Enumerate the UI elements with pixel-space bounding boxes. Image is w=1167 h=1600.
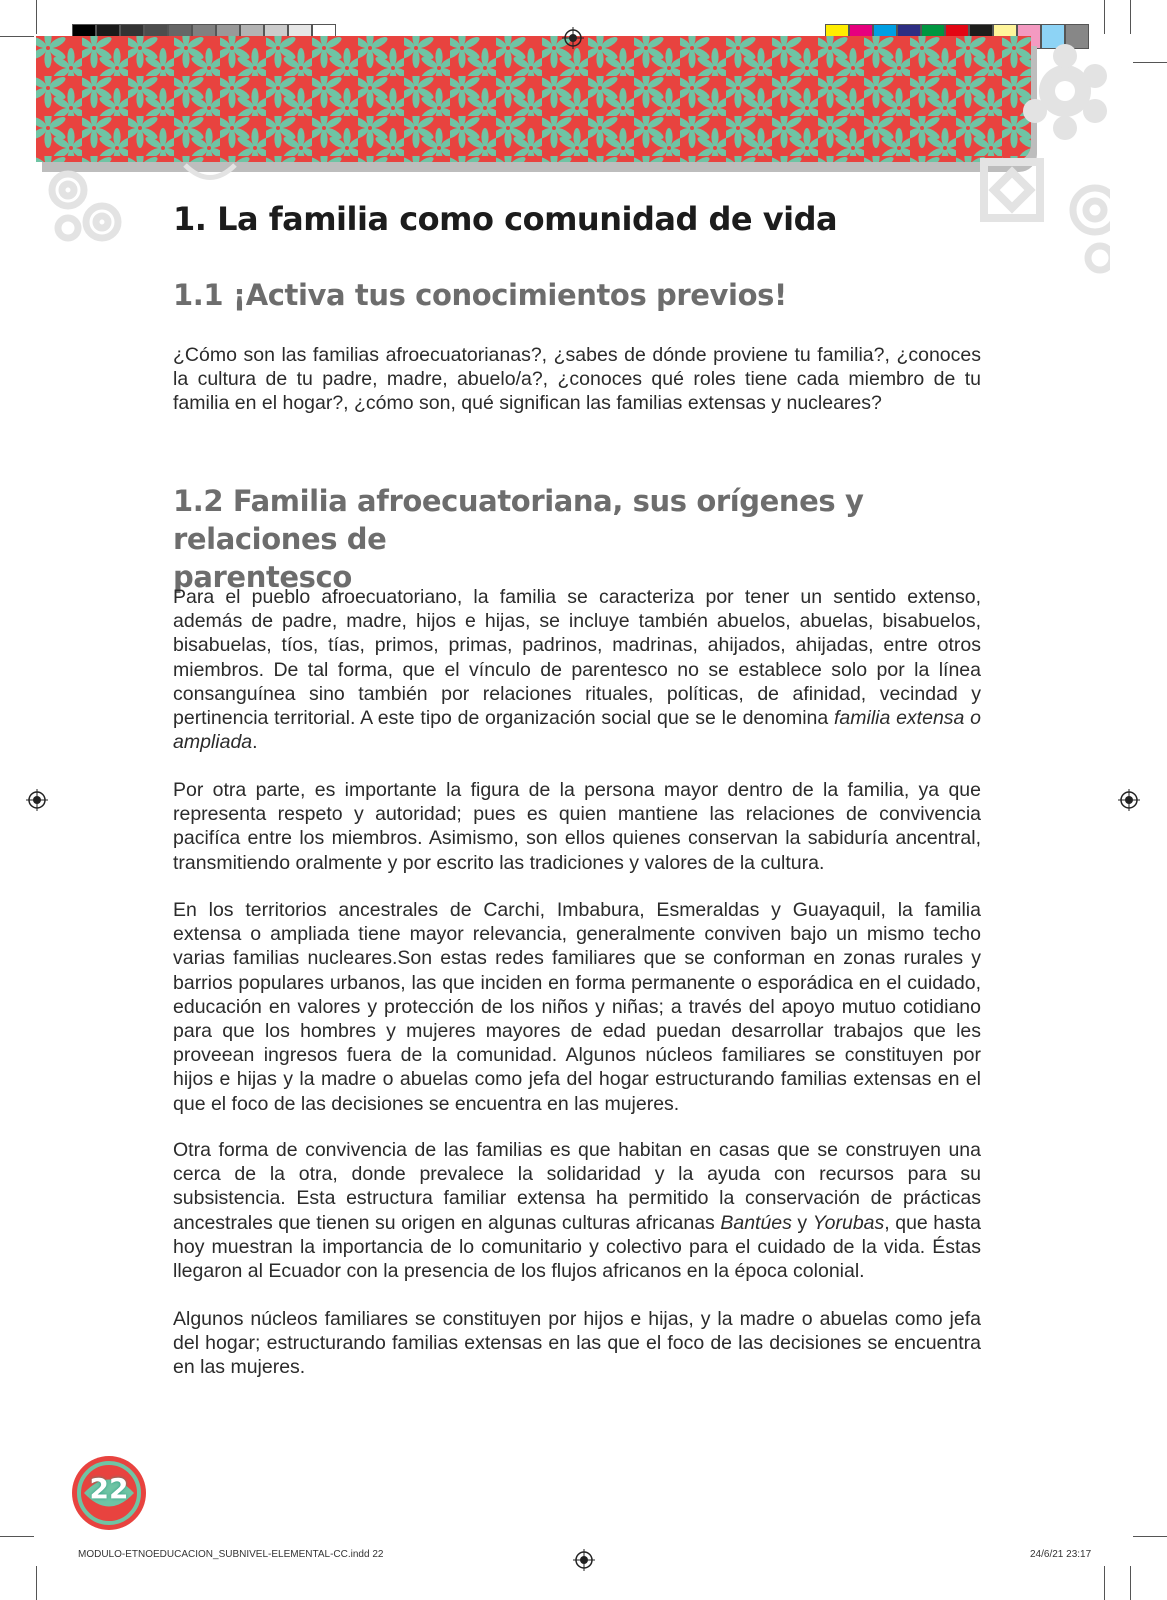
crop-mark	[1133, 1536, 1167, 1537]
paragraph-1-italic: familia extensa o ampliada	[173, 707, 981, 754]
page-number: 22	[89, 1472, 129, 1505]
crop-mark	[1130, 0, 1131, 34]
crop-mark	[0, 1536, 34, 1537]
footer-datetime: 24/6/21 23:17	[1030, 1549, 1092, 1560]
flower-ornament-icon	[1010, 36, 1110, 156]
paragraph-4-italic-yorubas: Yorubas	[812, 1211, 885, 1234]
footer-filename: MODULO-ETNOEDUCACION_SUBNIVEL-ELEMENTAL-CC.indd 22	[78, 1549, 384, 1560]
paragraph-1	[173, 585, 981, 754]
paragraph-4	[173, 1138, 981, 1283]
header-pattern-band	[36, 36, 1031, 162]
section-2-title-line2: parentesco	[173, 560, 352, 594]
registration-mark-icon	[562, 27, 584, 49]
paragraph-2: Por otra parte, es importante la figura de la persona mayor dentro de la familia, ya que representa respeto y autoridad; pues es quien mantiene las relaciones de convivencia pacifíca entre los miembros. Asimismo, son ellos quienes conservan la sabiduría ancentral, transmitiendo oralmente y por escrito las tradiciones y valores de la cultura.	[173, 779, 981, 874]
spiral-ornament-icon	[180, 160, 240, 190]
crop-mark	[1133, 62, 1167, 63]
spiral-ornament-icon	[40, 160, 130, 250]
section-2-title	[173, 482, 993, 596]
paragraph-5: Algunos núcleos familiares se constituyen por hijos e hijas, y la madre o abuelas como jefa del hogar; estructurando familias extensas en las que el foco de las decisiones se encuentra en las mujeres.	[173, 1308, 981, 1379]
crop-mark	[1130, 1566, 1131, 1600]
registration-mark-icon	[1118, 789, 1140, 811]
crop-mark	[36, 0, 37, 34]
registration-mark-icon	[26, 789, 48, 811]
paragraph-3: En los territorios ancestrales de Carchi, Imbabura, Esmeraldas y Guayaquil, la familia extensa o ampliada tiene mayor relevancia, generalmente conviven bajo un mismo techo varias familias nucleares.Son estas redes familiares que se conforman en zonas rurales y barrios populares urbanos, las que inciden en forma permanente o esporádica en el cuidado, educación en valores y protección de los niños y niñas; a través del apoyo mutuo cotidiano para que los hombres y mujeres mayores de edad puedan desarrollar trabajos que les proveean ingresos fuera de la comunidad. Algunos núcleos familiares se constituyen por hijos e hijas y la madre o abuelas como jefa del hogar estructurando familias extensas en el que el foco de las decisiones se encuentra en las mujeres.	[173, 899, 981, 1115]
paragraph-4-text-c: , que hasta hoy muestran la importancia de lo comunitario y colectivo para el cuidado de la vida. Éstas llegaron al Ecuador con la presencia de los flujos africanos en la época colonial.	[173, 1211, 981, 1283]
page-number-badge	[70, 1454, 148, 1532]
spiral-ornament-icon	[1055, 170, 1110, 280]
registration-mark-icon	[573, 1549, 595, 1571]
section-1-paragraph: ¿Cómo son las familias afroecuatorianas?, ¿sabes de dónde proviene tu familia?, ¿conoces la cultura de tu padre, madre, abuelo/a?, ¿conoces qué roles tiene cada miembro de tu familia en el hogar?, ¿cómo son, qué significan las familias extensas y nucleares?	[173, 344, 981, 415]
paragraph-4-text-b: y	[791, 1211, 813, 1234]
paragraph-4-italic-bantues: Bantúes	[720, 1211, 792, 1234]
section-1-title: 1.1 ¡Activa tus conocimientos previos!	[173, 278, 787, 312]
paragraph-1-end: .	[252, 731, 258, 754]
page-title: 1. La familia como comunidad de vida	[173, 200, 838, 238]
crop-mark	[36, 1566, 37, 1600]
crop-mark	[1104, 1566, 1105, 1600]
paragraph-1-text: Para el pueblo afroecuatoriano, la familia se caracteriza por tener un sentido extenso, además de padre, madre, hijos e hijas, se incluye también abuelos, abuelas, bisabuelos, bisabuelas, tíos, tías, primos, primas, padrinos, madrinas, ahijados, ahijadas, entre otros miembros. De tal forma, que el vínculo de parentesco no se establece solo por la línea consanguínea sino también por relaciones rituales, políticas, de afinidad, vecindad y pertinencia territorial. A este tipo de organización social que se le denomina	[173, 586, 981, 730]
crop-mark	[1104, 0, 1105, 34]
flower-pattern	[36, 36, 1031, 162]
section-2-title-line1: 1.2 Familia afroecuatoriana, sus orígenes y relaciones de	[173, 484, 864, 556]
paragraph-4-text-a: Otra forma de convivencia de las familias es que habitan en casas que se construyen una cerca de la otra, donde prevalece la solidaridad y la ayuda con recursos para su subsistencia. Esta estructura familiar extensa ha permitido la conservación de prácticas ancestrales que tienen su origen en algunas culturas africanas	[173, 1139, 981, 1234]
crop-mark	[0, 36, 34, 37]
